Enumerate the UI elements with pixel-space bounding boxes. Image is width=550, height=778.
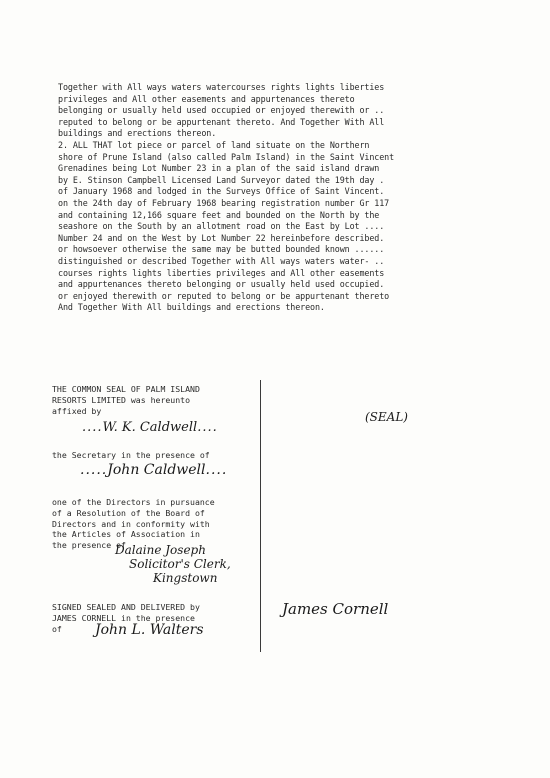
body-line: and appurtenances thereto belonging or usually held used occupied.: [58, 279, 385, 290]
body-line: distinguished or described Together with All ways waters water- ..: [58, 255, 385, 266]
body-line: and containing 12,166 square feet and bounded on the North by the: [58, 209, 380, 220]
directors-clause-line-4: the Articles of Association in: [52, 529, 200, 540]
secretary-signature: .....John Caldwell....: [80, 462, 228, 478]
delivered-clause-line-3: of: [52, 623, 62, 634]
directors-clause-line-5: the presence of: [52, 540, 126, 551]
directors-clause-line-3: Directors and in conformity with: [52, 518, 210, 529]
common-seal-clause: [52, 384, 262, 416]
body-line: And Together With All buildings and erections thereon.: [58, 302, 325, 313]
body-line: on the 24th day of February 1968 bearing registration number Gr 117: [58, 197, 390, 208]
body-line: buildings and erections thereon.: [58, 128, 217, 139]
delivered-clause-line-2: JAMES CORNELL in the presence: [52, 612, 195, 623]
directors-clause-line-2: of a Resolution of the Board of: [52, 507, 205, 518]
secretary-clause-line: the Secretary in the presence of: [52, 450, 210, 460]
walters-signature: John L. Walters: [95, 622, 204, 638]
caldwell-signature: ....W. K. Caldwell....: [82, 420, 218, 435]
body-line: 2. ALL THAT lot piece or parcel of land situate on the Northern: [58, 139, 370, 150]
body-line: seashore on the South by an allotment road on the East by Lot ....: [58, 221, 385, 232]
secretary-clause: [52, 450, 262, 461]
seal-clause-line-1: THE COMMON SEAL OF PALM ISLAND: [52, 384, 200, 394]
body-line: privileges and All other easements and appurtenances thereto: [58, 93, 355, 104]
seal-mark: (SEAL): [365, 410, 408, 424]
body-line: Number 24 and on the West by Lot Number 22 hereinbefore described.: [58, 232, 385, 243]
body-line: or howsoever otherwise the same may be butted bounded known ......: [58, 244, 385, 255]
body-line: Together with All ways waters watercourses rights lights liberties: [58, 82, 385, 92]
clerk-signature: Dalaine Joseph Solicitor's Clerk, Kingstown: [115, 543, 231, 585]
body-line: Grenadines being Lot Number 23 in a plan of the said island drawn: [58, 163, 380, 174]
delivered-clause-line-1: SIGNED SEALED AND DELIVERED by: [52, 602, 200, 612]
conveyance-body-text: [58, 82, 498, 314]
body-line: by E. Stinson Campbell Licensed Land Surveyor dated the 19th day .: [58, 174, 385, 185]
cornell-signature: James Cornell: [282, 600, 389, 618]
seal-clause-line-3: affixed by: [52, 405, 102, 416]
body-line: reputed to belong or be appurtenant thereto. And Together With All: [58, 116, 385, 127]
body-line: belonging or usually held used occupied or enjoyed therewith or ..: [58, 105, 385, 116]
body-line: or enjoyed therewith or reputed to belong or be appurtenant thereto: [58, 290, 390, 301]
directors-clause-line-1: one of the Directors in pursuance: [52, 497, 215, 507]
seal-clause-line-2: RESORTS LIMITED was hereunto: [52, 394, 191, 405]
body-line: courses rights lights liberties privileges and All other easements: [58, 267, 385, 278]
body-line: shore of Prune Island (also called Palm Island) in the Saint Vincent: [58, 151, 395, 162]
body-line: of January 1968 and lodged in the Surveys Office of Saint Vincent.: [58, 186, 385, 197]
